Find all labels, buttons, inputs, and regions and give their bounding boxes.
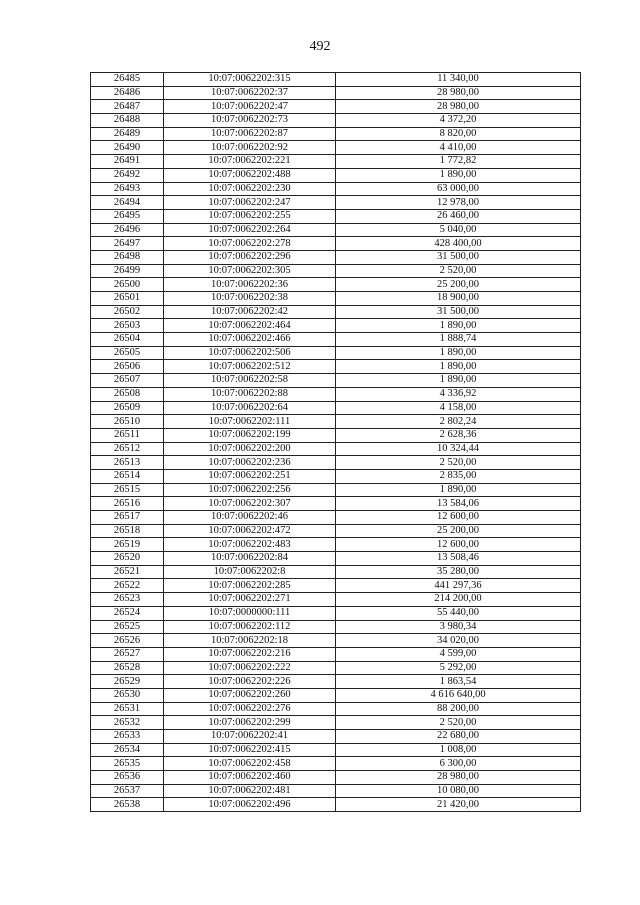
cadastral-number-cell: 10:07:0062202:247 (164, 196, 336, 210)
cadastral-number-cell: 10:07:0062202:256 (164, 483, 336, 497)
table-row (91, 250, 581, 264)
cadastral-number-cell: 10:07:0062202:255 (164, 209, 336, 223)
cadastral-number-cell: 10:07:0062202:87 (164, 127, 336, 141)
row-number-cell: 26501 (91, 292, 164, 306)
table-row (91, 524, 581, 538)
row-number-cell: 26493 (91, 182, 164, 196)
cadastral-number-cell: 10:07:0062202:42 (164, 305, 336, 319)
row-number-cell: 26504 (91, 333, 164, 347)
table-row (91, 401, 581, 415)
table-row (91, 784, 581, 798)
value-cell: 1 863,54 (336, 675, 581, 689)
table-row (91, 223, 581, 237)
cadastral-number-cell: 10:07:0062202:216 (164, 647, 336, 661)
cadastral-number-cell: 10:07:0000000:111 (164, 606, 336, 620)
value-cell: 2 835,00 (336, 469, 581, 483)
page-number: 492 (309, 39, 331, 54)
row-number-cell: 26515 (91, 483, 164, 497)
cadastral-number-cell: 10:07:0062202:38 (164, 292, 336, 306)
table-row (91, 127, 581, 141)
table-row (91, 428, 581, 442)
cadastral-number-cell: 10:07:0062202:111 (164, 415, 336, 429)
value-cell: 4 158,00 (336, 401, 581, 415)
value-cell: 13 584,06 (336, 497, 581, 511)
row-number-cell: 26502 (91, 305, 164, 319)
value-cell: 1 008,00 (336, 743, 581, 757)
row-number-cell: 26517 (91, 511, 164, 525)
value-cell: 4 410,00 (336, 141, 581, 155)
cadastral-number-cell: 10:07:0062202:46 (164, 511, 336, 525)
value-cell: 28 980,00 (336, 100, 581, 114)
cadastral-number-cell: 10:07:0062202:8 (164, 565, 336, 579)
value-cell: 2 520,00 (336, 264, 581, 278)
value-cell: 5 040,00 (336, 223, 581, 237)
cadastral-number-cell: 10:07:0062202:271 (164, 593, 336, 607)
table-row (91, 73, 581, 87)
row-number-cell: 26507 (91, 374, 164, 388)
cadastral-number-cell: 10:07:0062202:64 (164, 401, 336, 415)
value-cell: 25 200,00 (336, 524, 581, 538)
cadastral-number-cell: 10:07:0062202:472 (164, 524, 336, 538)
table-row (91, 469, 581, 483)
table-row (91, 565, 581, 579)
value-cell: 2 628,36 (336, 428, 581, 442)
value-cell: 6 300,00 (336, 757, 581, 771)
value-cell: 31 500,00 (336, 305, 581, 319)
value-cell: 21 420,00 (336, 798, 581, 812)
cadastral-number-cell: 10:07:0062202:230 (164, 182, 336, 196)
table-row (91, 319, 581, 333)
cadastral-number-cell: 10:07:0062202:58 (164, 374, 336, 388)
value-cell: 1 772,82 (336, 155, 581, 169)
table-row (91, 182, 581, 196)
value-cell: 35 280,00 (336, 565, 581, 579)
table-row (91, 716, 581, 730)
cadastral-number-cell: 10:07:0062202:37 (164, 86, 336, 100)
row-number-cell: 26531 (91, 702, 164, 716)
cadastral-number-cell: 10:07:0062202:488 (164, 168, 336, 182)
cadastral-number-cell: 10:07:0062202:92 (164, 141, 336, 155)
table-row (91, 360, 581, 374)
cadastral-number-cell: 10:07:0062202:264 (164, 223, 336, 237)
cadastral-number-cell: 10:07:0062202:512 (164, 360, 336, 374)
row-number-cell: 26498 (91, 250, 164, 264)
table-row (91, 730, 581, 744)
cadastral-number-cell: 10:07:0062202:36 (164, 278, 336, 292)
value-cell: 2 520,00 (336, 456, 581, 470)
row-number-cell: 26518 (91, 524, 164, 538)
row-number-cell: 26495 (91, 209, 164, 223)
cadastral-number-cell: 10:07:0062202:481 (164, 784, 336, 798)
cadastral-number-cell: 10:07:0062202:47 (164, 100, 336, 114)
row-number-cell: 26494 (91, 196, 164, 210)
table-row (91, 237, 581, 251)
value-cell: 8 820,00 (336, 127, 581, 141)
row-number-cell: 26508 (91, 387, 164, 401)
row-number-cell: 26500 (91, 278, 164, 292)
table-row (91, 771, 581, 785)
value-cell: 4 372,20 (336, 114, 581, 128)
cadastral-number-cell: 10:07:0062202:299 (164, 716, 336, 730)
row-number-cell: 26513 (91, 456, 164, 470)
value-cell: 1 890,00 (336, 346, 581, 360)
row-number-cell: 26536 (91, 771, 164, 785)
cadastral-number-cell: 10:07:0062202:260 (164, 688, 336, 702)
row-number-cell: 26509 (91, 401, 164, 415)
cadastral-number-cell: 10:07:0062202:415 (164, 743, 336, 757)
table-row (91, 114, 581, 128)
registry-table (90, 72, 581, 812)
registry-table-body (91, 73, 581, 812)
row-number-cell: 26524 (91, 606, 164, 620)
value-cell: 1 890,00 (336, 483, 581, 497)
table-row (91, 278, 581, 292)
cadastral-number-cell: 10:07:0062202:496 (164, 798, 336, 812)
row-number-cell: 26534 (91, 743, 164, 757)
row-number-cell: 26488 (91, 114, 164, 128)
table-row (91, 661, 581, 675)
table-row (91, 209, 581, 223)
value-cell: 11 340,00 (336, 73, 581, 87)
row-number-cell: 26527 (91, 647, 164, 661)
table-row (91, 620, 581, 634)
table-row (91, 757, 581, 771)
row-number-cell: 26497 (91, 237, 164, 251)
value-cell: 12 978,00 (336, 196, 581, 210)
row-number-cell: 26496 (91, 223, 164, 237)
cadastral-number-cell: 10:07:0062202:307 (164, 497, 336, 511)
cadastral-number-cell: 10:07:0062202:251 (164, 469, 336, 483)
value-cell: 4 336,92 (336, 387, 581, 401)
table-row (91, 552, 581, 566)
row-number-cell: 26505 (91, 346, 164, 360)
cadastral-number-cell: 10:07:0062202:278 (164, 237, 336, 251)
table-row (91, 168, 581, 182)
value-cell: 428 400,00 (336, 237, 581, 251)
table-row (91, 141, 581, 155)
table-row (91, 333, 581, 347)
value-cell: 4 599,00 (336, 647, 581, 661)
table-row (91, 798, 581, 812)
cadastral-number-cell: 10:07:0062202:18 (164, 634, 336, 648)
table-row (91, 387, 581, 401)
value-cell: 10 080,00 (336, 784, 581, 798)
cadastral-number-cell: 10:07:0062202:112 (164, 620, 336, 634)
row-number-cell: 26528 (91, 661, 164, 675)
cadastral-number-cell: 10:07:0062202:276 (164, 702, 336, 716)
value-cell: 1 888,74 (336, 333, 581, 347)
row-number-cell: 26530 (91, 688, 164, 702)
table-row (91, 688, 581, 702)
cadastral-number-cell: 10:07:0062202:458 (164, 757, 336, 771)
value-cell: 63 000,00 (336, 182, 581, 196)
table-row (91, 374, 581, 388)
table-row (91, 442, 581, 456)
table-row (91, 292, 581, 306)
table-row (91, 606, 581, 620)
cadastral-number-cell: 10:07:0062202:226 (164, 675, 336, 689)
value-cell: 10 324,44 (336, 442, 581, 456)
value-cell: 31 500,00 (336, 250, 581, 264)
value-cell: 1 890,00 (336, 319, 581, 333)
value-cell: 1 890,00 (336, 168, 581, 182)
table-row (91, 538, 581, 552)
value-cell: 5 292,00 (336, 661, 581, 675)
cadastral-number-cell: 10:07:0062202:296 (164, 250, 336, 264)
value-cell: 4 616 640,00 (336, 688, 581, 702)
row-number-cell: 26499 (91, 264, 164, 278)
cadastral-number-cell: 10:07:0062202:222 (164, 661, 336, 675)
row-number-cell: 26520 (91, 552, 164, 566)
value-cell: 1 890,00 (336, 374, 581, 388)
value-cell: 26 460,00 (336, 209, 581, 223)
cadastral-number-cell: 10:07:0062202:285 (164, 579, 336, 593)
value-cell: 25 200,00 (336, 278, 581, 292)
row-number-cell: 26537 (91, 784, 164, 798)
row-number-cell: 26492 (91, 168, 164, 182)
row-number-cell: 26490 (91, 141, 164, 155)
table-row (91, 702, 581, 716)
row-number-cell: 26521 (91, 565, 164, 579)
value-cell: 22 680,00 (336, 730, 581, 744)
row-number-cell: 26512 (91, 442, 164, 456)
row-number-cell: 26516 (91, 497, 164, 511)
row-number-cell: 26519 (91, 538, 164, 552)
row-number-cell: 26526 (91, 634, 164, 648)
table-row (91, 743, 581, 757)
row-number-cell: 26511 (91, 428, 164, 442)
row-number-cell: 26525 (91, 620, 164, 634)
table-row (91, 264, 581, 278)
table-row (91, 155, 581, 169)
table-row (91, 86, 581, 100)
table-row (91, 675, 581, 689)
cadastral-number-cell: 10:07:0062202:506 (164, 346, 336, 360)
row-number-cell: 26510 (91, 415, 164, 429)
value-cell: 28 980,00 (336, 771, 581, 785)
row-number-cell: 26506 (91, 360, 164, 374)
cadastral-number-cell: 10:07:0062202:460 (164, 771, 336, 785)
value-cell: 2 520,00 (336, 716, 581, 730)
row-number-cell: 26529 (91, 675, 164, 689)
table-row (91, 100, 581, 114)
row-number-cell: 26538 (91, 798, 164, 812)
table-row (91, 483, 581, 497)
row-number-cell: 26503 (91, 319, 164, 333)
cadastral-number-cell: 10:07:0062202:315 (164, 73, 336, 87)
value-cell: 28 980,00 (336, 86, 581, 100)
cadastral-number-cell: 10:07:0062202:73 (164, 114, 336, 128)
row-number-cell: 26514 (91, 469, 164, 483)
table-row (91, 579, 581, 593)
row-number-cell: 26522 (91, 579, 164, 593)
table-row (91, 456, 581, 470)
row-number-cell: 26523 (91, 593, 164, 607)
value-cell: 34 020,00 (336, 634, 581, 648)
value-cell: 18 900,00 (336, 292, 581, 306)
value-cell: 214 200,00 (336, 593, 581, 607)
cadastral-number-cell: 10:07:0062202:464 (164, 319, 336, 333)
row-number-cell: 26485 (91, 73, 164, 87)
row-number-cell: 26487 (91, 100, 164, 114)
table-row (91, 511, 581, 525)
table-row (91, 305, 581, 319)
row-number-cell: 26491 (91, 155, 164, 169)
value-cell: 12 600,00 (336, 538, 581, 552)
table-row (91, 196, 581, 210)
value-cell: 3 980,34 (336, 620, 581, 634)
cadastral-number-cell: 10:07:0062202:221 (164, 155, 336, 169)
row-number-cell: 26535 (91, 757, 164, 771)
value-cell: 55 440,00 (336, 606, 581, 620)
cadastral-number-cell: 10:07:0062202:483 (164, 538, 336, 552)
table-row (91, 415, 581, 429)
value-cell: 2 802,24 (336, 415, 581, 429)
value-cell: 1 890,00 (336, 360, 581, 374)
table-row (91, 497, 581, 511)
cadastral-number-cell: 10:07:0062202:236 (164, 456, 336, 470)
row-number-cell: 26532 (91, 716, 164, 730)
cadastral-number-cell: 10:07:0062202:88 (164, 387, 336, 401)
value-cell: 12 600,00 (336, 511, 581, 525)
cadastral-number-cell: 10:07:0062202:41 (164, 730, 336, 744)
cadastral-number-cell: 10:07:0062202:466 (164, 333, 336, 347)
value-cell: 88 200,00 (336, 702, 581, 716)
cadastral-number-cell: 10:07:0062202:84 (164, 552, 336, 566)
cadastral-number-cell: 10:07:0062202:199 (164, 428, 336, 442)
table-row (91, 346, 581, 360)
cadastral-number-cell: 10:07:0062202:200 (164, 442, 336, 456)
value-cell: 441 297,36 (336, 579, 581, 593)
cadastral-number-cell: 10:07:0062202:305 (164, 264, 336, 278)
row-number-cell: 26486 (91, 86, 164, 100)
table-row (91, 647, 581, 661)
row-number-cell: 26489 (91, 127, 164, 141)
table-row (91, 593, 581, 607)
row-number-cell: 26533 (91, 730, 164, 744)
value-cell: 13 508,46 (336, 552, 581, 566)
table-row (91, 634, 581, 648)
